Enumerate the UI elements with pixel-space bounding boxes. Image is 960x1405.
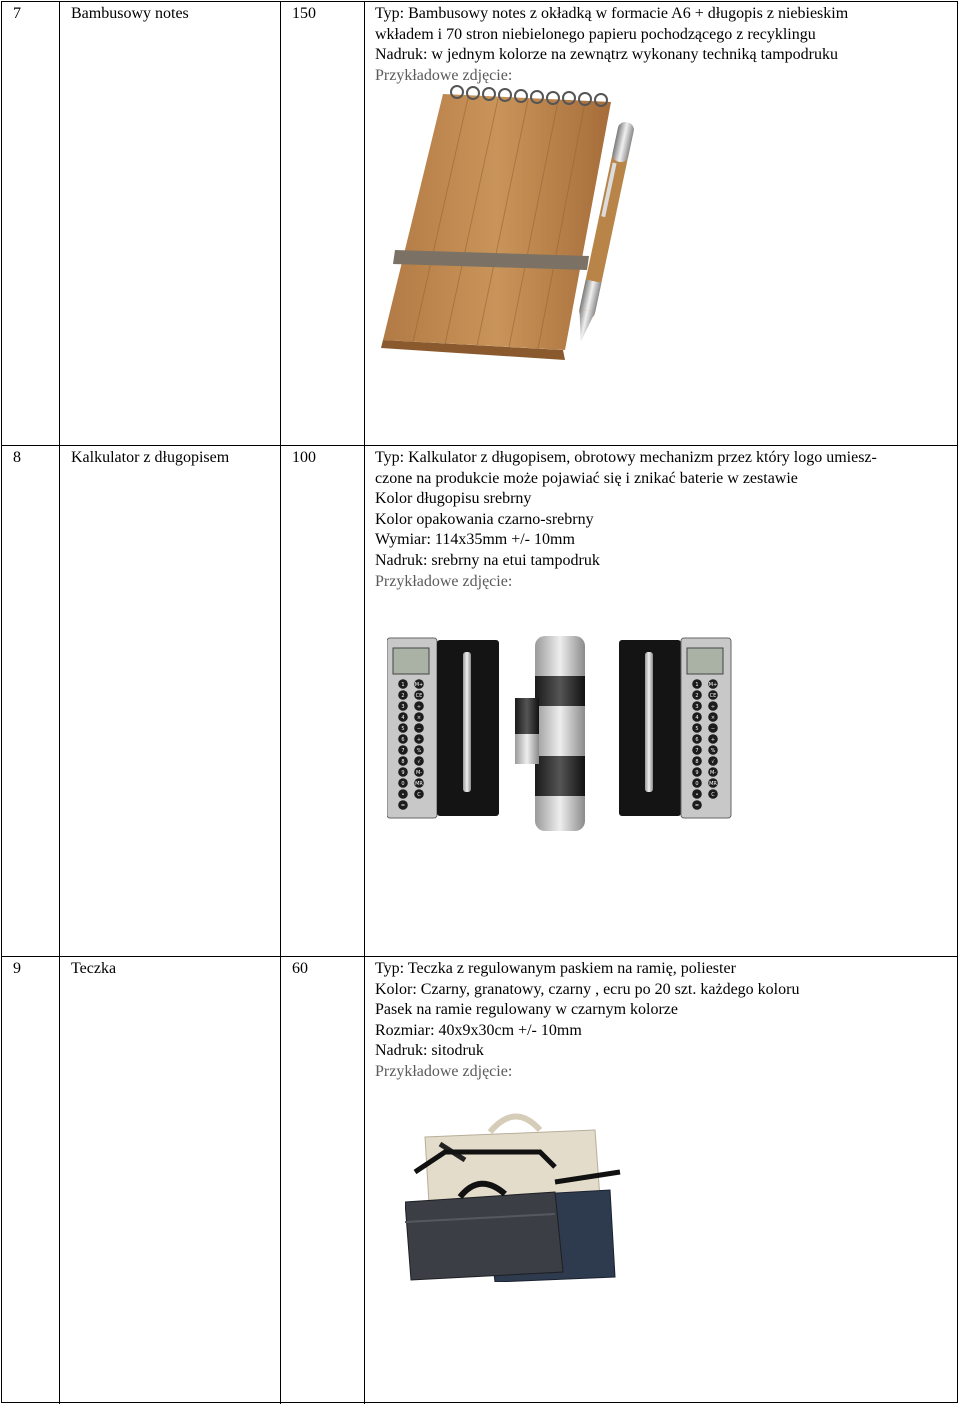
calculator-key-label: 8	[695, 759, 699, 766]
calculator-key-label: +	[416, 737, 422, 744]
calculator-key-label: 2	[695, 693, 699, 700]
calculator-key-label: ÷	[710, 704, 716, 711]
calculator-key-label: C	[711, 792, 715, 799]
shoulder-bag-image	[405, 1102, 645, 1282]
table-row	[2, 957, 957, 1404]
calculator-key-label: MR	[415, 781, 423, 788]
calculator-key-label: +	[710, 737, 716, 744]
calculator-key-label: =	[694, 803, 700, 810]
calculator-key-label: CE	[709, 693, 717, 700]
calculator-key-label: 0	[695, 781, 699, 788]
cell-quantity: 100	[281, 446, 365, 956]
calculator-key-label: %	[416, 748, 422, 755]
calculator-key-label: 4	[695, 715, 699, 722]
calculator-key-label: C	[417, 792, 421, 799]
calculator-key-label: 3	[695, 704, 699, 711]
calculator-key-label: √	[711, 759, 715, 766]
calculator-key-label: 9	[401, 770, 405, 777]
cell-name: Kalkulator z długopisem	[60, 446, 281, 956]
calculator-key-label: 8	[401, 759, 405, 766]
cell-number: 7	[2, 2, 60, 445]
bamboo-notebook-image	[373, 82, 663, 362]
cell-number: 8	[2, 446, 60, 956]
calculator-key-label: √	[417, 759, 421, 766]
calculator-key-label: 2	[401, 693, 405, 700]
calculator-key-label: M-	[415, 770, 423, 777]
calculator-key-label: 5	[695, 726, 699, 733]
calculator-key-label: %	[710, 748, 716, 755]
calculator-key-label: 7	[695, 748, 699, 755]
calculator-key-label: 6	[695, 737, 699, 744]
cell-number: 9	[2, 957, 60, 1404]
calculator-key-label: 3	[401, 704, 405, 711]
calculator-key-label: ÷	[416, 704, 422, 711]
calculator-key-label: 7	[401, 748, 405, 755]
calculator-key-label: −	[710, 726, 716, 733]
cell-quantity: 60	[281, 957, 365, 1404]
calculator-key-label: 4	[401, 715, 405, 722]
description: Typ: Kalkulator z długopisem, obrotowy mechanizm przez który logo umiesz- czone na produkcie może pojawiać się i znikać baterie w zestawie Kolor długopisu srebrny Kolor opakowania czarno-srebrny Wymiar: 114x35mm +/- 10mm Nadruk: srebrny na etui tampodruk Przykładowe zdjęcie:	[375, 449, 877, 590]
cell-description	[365, 2, 957, 445]
calculator-key-label: ×	[710, 715, 716, 722]
calculator-key-label: 0	[401, 781, 405, 788]
product-table	[1, 1, 958, 1403]
calculator-key-label: =	[400, 803, 406, 810]
calculator-key-label: 1	[401, 682, 405, 689]
table-row	[2, 2, 957, 446]
calculator-key-label: •	[695, 792, 699, 799]
calculator-key-label: 6	[401, 737, 405, 744]
calculator-key-label: •	[401, 792, 405, 799]
table-row	[2, 446, 957, 957]
cell-name: Teczka	[60, 957, 281, 1404]
calculator-key-label: 1	[695, 682, 699, 689]
calculator-key-label: MR	[709, 781, 717, 788]
calculator-key-label: M+	[414, 682, 424, 689]
description: Typ: Bambusowy notes z okładką w formacie A6 + długopis z niebieskim wkładem i 70 stron niebielonego papieru pochodzącego z recyklingu Nadruk: w jednym kolorze na zewnątrz wykonany techniką tampodruku Przykładowe zdjęcie:	[375, 5, 849, 84]
calculator-key-label: M-	[709, 770, 717, 777]
cell-description	[365, 446, 957, 956]
description: Typ: Teczka z regulowanym paskiem na ramię, poliester Kolor: Czarny, granatowy, czarny , ecru po 20 szt. każdego koloru Pasek na ramie regulowany w czarnym kolorze Rozmiar: 40x9x30cm +/- 10mm Nadruk: sitodruk Przykładowe zdjęcie:	[375, 960, 800, 1080]
calculator-pen-image	[387, 636, 742, 881]
cell-description	[365, 957, 957, 1404]
calculator-key-label: 5	[401, 726, 405, 733]
calculator-key-label: −	[416, 726, 422, 733]
calculator-key-label: ×	[416, 715, 422, 722]
cell-quantity: 150	[281, 2, 365, 445]
cell-name: Bambusowy notes	[60, 2, 281, 445]
calculator-key-label: M+	[708, 682, 718, 689]
calculator-key-label: 9	[695, 770, 699, 777]
calculator-key-label: CE	[415, 693, 423, 700]
